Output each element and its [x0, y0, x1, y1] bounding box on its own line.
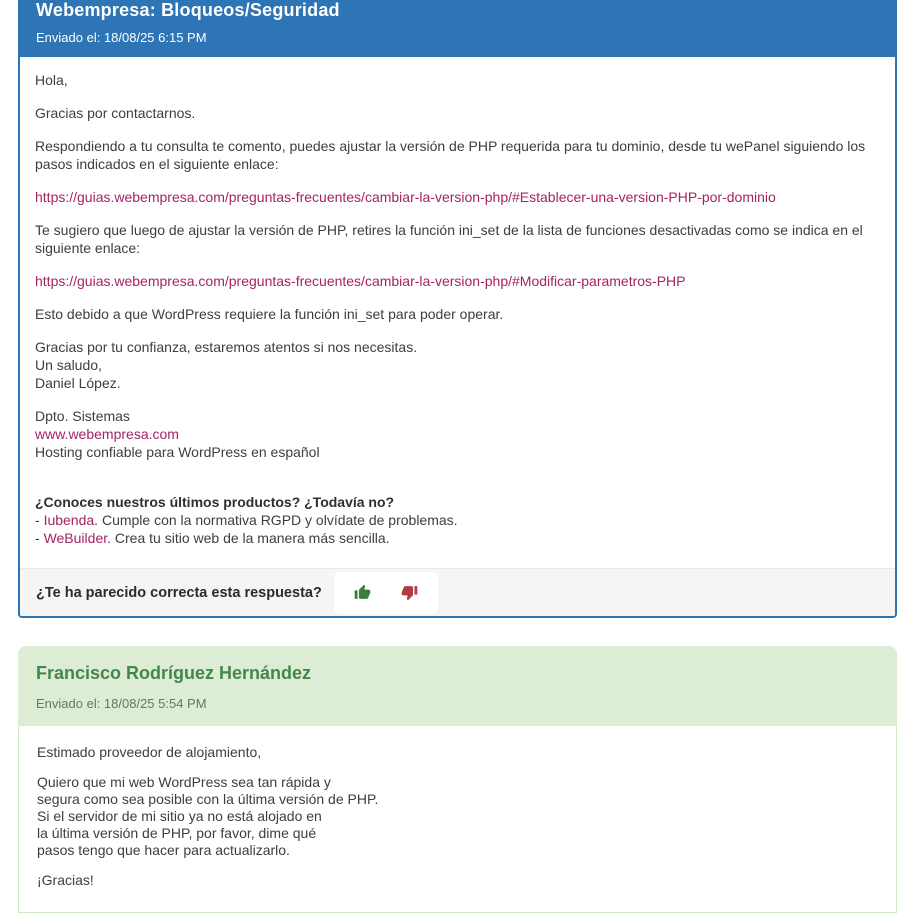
text-segment: Respondiendo a tu consulta te comento, puedes ajustar la versión de PHP requerida para tu dominio, desde tu wePanel siguiendo los pasos indicados en el siguiente enlace: [35, 138, 866, 172]
agent-message-header [20, 0, 895, 57]
message-link[interactable]: WeBuilder. [43, 530, 112, 546]
agent-message-body [20, 57, 895, 568]
text-segment: Quiero que mi web WordPress sea tan rápida y [37, 774, 331, 790]
message-paragraph [35, 338, 879, 392]
text-segment: Si el servidor de mi sitio ya no está alojado en [37, 808, 322, 824]
thumbs-up-button[interactable] [354, 584, 371, 601]
text-segment: Cumple con la normativa RGPD y olvídate de problemas. [98, 512, 458, 528]
message-paragraph [35, 305, 879, 323]
text-segment: Te sugiero que luego de ajustar la versión de PHP, retires la función ini_set de la lista de funciones desactivadas como se indica en el siguiente enlace: [35, 222, 863, 256]
message-paragraph [37, 774, 880, 859]
text-segment: Gracias por tu confianza, estaremos atentos si nos necesitas. [35, 339, 418, 355]
message-link[interactable]: https://guias.webempresa.com/preguntas-frecuentes/cambiar-la-version-php/#Establecer-una-version-PHP-por-dominio [35, 189, 776, 205]
text-segment: Esto debido a que WordPress requiere la función ini_set para poder operar. [35, 306, 504, 322]
agent-message-sent-date: Enviado el: 18/08/25 6:15 PM [36, 30, 207, 45]
feedback-question: ¿Te ha parecido correcta esta respuesta? [36, 584, 322, 601]
thumbs-down-button[interactable] [401, 584, 418, 601]
text-segment: pasos tengo que hacer para actualizarlo. [37, 842, 290, 858]
message-paragraph [35, 221, 879, 257]
message-paragraph [37, 872, 880, 889]
agent-message-card [18, 0, 897, 618]
message-paragraph [35, 71, 879, 89]
text-segment: Crea tu sitio web de la manera más sencilla. [111, 530, 390, 546]
feedback-actions [334, 572, 438, 614]
text-segment: - [35, 530, 44, 546]
text-segment: Daniel López. [35, 375, 121, 391]
message-paragraph [37, 744, 880, 761]
thumbs-up-icon [354, 584, 371, 601]
customer-message-sent-date: Enviado el: 18/08/25 5:54 PM [36, 696, 207, 711]
feedback-bar [20, 568, 895, 616]
text-segment: segura como sea posible con la última versión de PHP. [37, 791, 379, 807]
text-segment: Hola, [35, 72, 68, 88]
message-paragraph [35, 188, 879, 206]
agent-message-title: Webempresa: Bloqueos/Seguridad [36, 0, 340, 20]
message-link[interactable]: Iubenda. [43, 512, 99, 528]
text-segment: Hosting confiable para WordPress en español [35, 444, 320, 460]
bold-text: ¿Conoces nuestros últimos productos? ¿Todavía no? [35, 494, 395, 510]
customer-message-header [18, 646, 897, 726]
thumbs-down-icon [401, 584, 418, 601]
message-paragraph [35, 272, 879, 290]
text-segment: Estimado proveedor de alojamiento, [37, 744, 262, 760]
customer-message-body [18, 726, 897, 913]
message-paragraph [35, 104, 879, 122]
message-paragraph [35, 407, 879, 461]
text-segment: ¡Gracias! [37, 872, 94, 888]
text-segment: Gracias por contactarnos. [35, 105, 196, 121]
message-paragraph [35, 493, 879, 547]
message-link[interactable]: https://guias.webempresa.com/preguntas-frecuentes/cambiar-la-version-php/#Modificar-parametros-PHP [35, 273, 686, 289]
message-paragraph [35, 137, 879, 173]
customer-message-title: Francisco Rodríguez Hernández [36, 663, 312, 683]
text-segment: Un saludo, [35, 357, 102, 373]
message-link[interactable]: www.webempresa.com [35, 426, 179, 442]
text-segment: Dpto. Sistemas [35, 408, 130, 424]
text-segment: la última versión de PHP, por favor, dime qué [37, 825, 317, 841]
customer-message-card [18, 646, 897, 913]
text-segment: - [35, 512, 44, 528]
